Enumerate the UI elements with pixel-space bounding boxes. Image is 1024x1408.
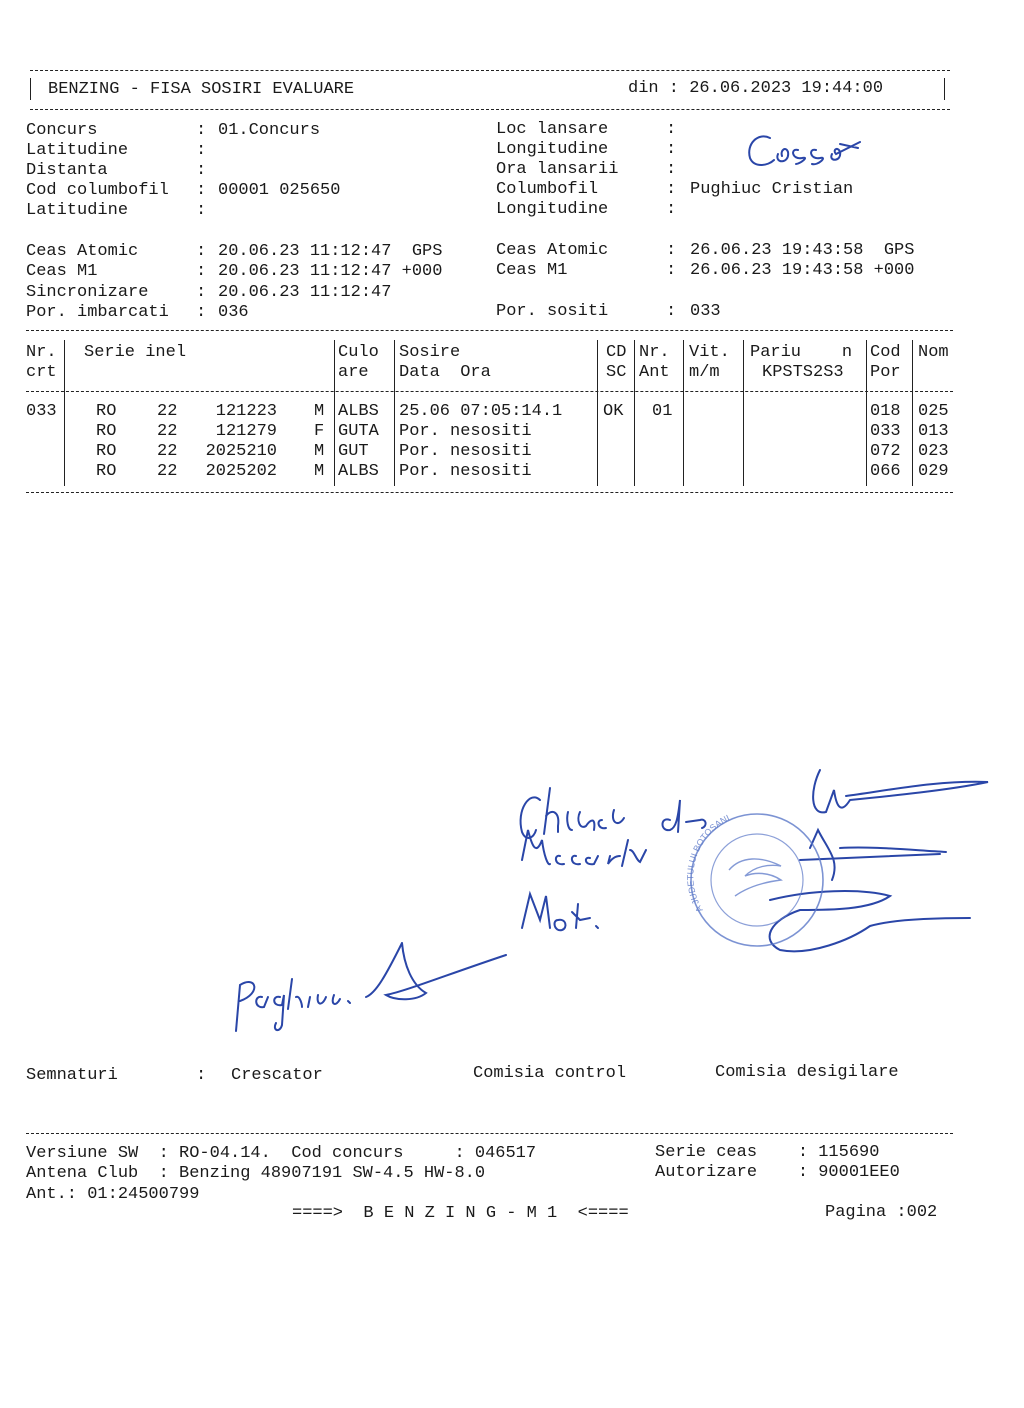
header-nr-crt: crt bbox=[26, 363, 57, 382]
header-pariu: KPSTS2S3 bbox=[762, 363, 844, 382]
arrival-time: 25.06 07:05:14.1 bbox=[399, 402, 563, 421]
info-sep: : bbox=[666, 160, 677, 179]
header-culoare: Culo bbox=[338, 343, 379, 362]
ring-country: RO bbox=[96, 422, 117, 441]
info-label: Longitudine bbox=[496, 200, 609, 219]
signature-top-right bbox=[740, 120, 870, 185]
info-sep: : bbox=[196, 121, 207, 140]
header-cd-sc: CD bbox=[606, 343, 627, 362]
col-divider bbox=[743, 340, 744, 486]
ring-year: 22 bbox=[157, 442, 178, 461]
header-cd-sc: SC bbox=[606, 363, 627, 382]
sign-crescator: Crescator bbox=[231, 1066, 323, 1085]
header-left-bar bbox=[30, 78, 31, 100]
nom: 013 bbox=[918, 422, 949, 441]
clock-value: 20.06.23 11:12:47 GPS bbox=[218, 242, 443, 261]
cod-por: 018 bbox=[870, 402, 901, 421]
clock-label: Ceas Atomic bbox=[26, 242, 139, 261]
info-sep: : bbox=[666, 120, 677, 139]
ring-number: 121223 bbox=[215, 402, 277, 421]
cd-status: OK bbox=[603, 402, 624, 421]
ring-sex: M bbox=[314, 402, 325, 421]
col-divider bbox=[912, 340, 913, 486]
ring-country: RO bbox=[96, 402, 117, 421]
header-sosire: Data Ora bbox=[399, 363, 491, 382]
info-label: Ora lansarii bbox=[496, 160, 619, 179]
cod-por: 033 bbox=[870, 422, 901, 441]
header-nom: Nom bbox=[918, 343, 949, 362]
footer-software-version: Versiune SW : RO-04.14. Cod concurs : 046517 bbox=[26, 1144, 537, 1163]
col-divider bbox=[334, 340, 335, 486]
arrived-value: 033 bbox=[690, 302, 721, 321]
clock-label: Por. imbarcati bbox=[26, 303, 169, 322]
embarked-value: 036 bbox=[218, 303, 249, 322]
report-date: din : 26.06.2023 19:44:00 bbox=[628, 79, 884, 98]
col-divider bbox=[394, 340, 395, 486]
clock-sep: : bbox=[196, 242, 207, 261]
ring-color: GUTA bbox=[338, 422, 379, 441]
header-bottom-rule bbox=[30, 109, 950, 110]
clock-sep: : bbox=[196, 303, 207, 322]
ring-sex: M bbox=[314, 442, 325, 461]
clock-value: 20.06.23 11:12:47 bbox=[218, 283, 392, 302]
fancier-name-value: Pughiuc Cristian bbox=[690, 180, 854, 199]
col-divider bbox=[597, 340, 598, 486]
col-divider bbox=[866, 340, 867, 486]
clock-label: Por. sositi bbox=[496, 302, 609, 321]
ring-year: 22 bbox=[157, 422, 178, 441]
col-divider bbox=[64, 340, 65, 486]
ring-number: 2025202 bbox=[205, 462, 277, 481]
clock-label: Sincronizare bbox=[26, 283, 149, 302]
clock-label: Ceas Atomic bbox=[496, 241, 609, 260]
sign-comisia-desigilare: Comisia desigilare bbox=[715, 1063, 899, 1082]
contest-value: 01.Concurs bbox=[218, 121, 321, 140]
clock-label: Ceas M1 bbox=[26, 262, 98, 281]
ring-color: GUT bbox=[338, 442, 369, 461]
footer-antenna-id: Ant.: 01:24500799 bbox=[26, 1185, 200, 1204]
nom: 023 bbox=[918, 442, 949, 461]
row-crt: 033 bbox=[26, 402, 57, 421]
ring-number: 121279 bbox=[215, 422, 277, 441]
ring-sex: F bbox=[314, 422, 325, 441]
table-bottom-rule bbox=[26, 492, 953, 493]
footer-rule bbox=[26, 1133, 953, 1134]
arrival-time: Por. nesositi bbox=[399, 422, 532, 441]
header-cod-por: Cod bbox=[870, 343, 901, 362]
info-label: Latitudine bbox=[26, 201, 129, 220]
info-sep: : bbox=[196, 181, 207, 200]
header-viteza: m/m bbox=[689, 363, 720, 382]
info-label: Distanta bbox=[26, 161, 108, 180]
ring-color: ALBS bbox=[338, 462, 379, 481]
header-nr-crt: Nr. bbox=[26, 343, 57, 362]
ring-country: RO bbox=[96, 462, 117, 481]
info-label: Loc lansare bbox=[496, 120, 609, 139]
ring-country: RO bbox=[96, 442, 117, 461]
ring-number: 2025210 bbox=[205, 442, 277, 461]
col-divider bbox=[683, 340, 684, 486]
info-sep: : bbox=[666, 140, 677, 159]
signatures-label: Semnaturi bbox=[26, 1066, 118, 1085]
table-top-rule bbox=[26, 330, 953, 331]
clock-value: 20.06.23 11:12:47 +000 bbox=[218, 262, 443, 281]
info-label: Latitudine bbox=[26, 141, 129, 160]
info-label: Cod columbofil bbox=[26, 181, 169, 200]
header-nr-ant: Nr. bbox=[639, 343, 670, 362]
footer-authorization: Autorizare : 90001EE0 bbox=[655, 1163, 900, 1182]
table-header-rule bbox=[26, 391, 953, 392]
header-serie-inel: Serie inel bbox=[84, 343, 187, 362]
clock-label: Ceas M1 bbox=[496, 261, 568, 280]
header-cod-por: Por bbox=[870, 363, 901, 382]
footer-antenna-club: Antena Club : Benzing 48907191 SW-4.5 HW-8.0 bbox=[26, 1164, 486, 1183]
signatures-sep: : bbox=[196, 1066, 207, 1085]
header-nr-ant: Ant bbox=[639, 363, 670, 382]
header-culoare: are bbox=[338, 363, 369, 382]
arrival-time: Por. nesositi bbox=[399, 462, 532, 481]
fancier-code-value: 00001 025650 bbox=[218, 181, 341, 200]
clock-value: 26.06.23 19:43:58 GPS bbox=[690, 241, 915, 260]
svg-text:A JUDETULUI BOTOSANI: A JUDETULUI BOTOSANI bbox=[685, 812, 732, 915]
info-sep: : bbox=[666, 200, 677, 219]
page-number: Pagina :002 bbox=[825, 1203, 938, 1222]
ring-year: 22 bbox=[157, 402, 178, 421]
header-pariu: Pariu n bbox=[750, 343, 853, 362]
info-sep: : bbox=[666, 180, 677, 199]
header-sosire: Sosire bbox=[399, 343, 461, 362]
page-title: BENZING - FISA SOSIRI EVALUARE bbox=[48, 80, 355, 99]
ring-year: 22 bbox=[157, 462, 178, 481]
official-stamp bbox=[685, 800, 835, 965]
nom: 025 bbox=[918, 402, 949, 421]
antenna-nr: 01 bbox=[652, 402, 673, 421]
info-sep: : bbox=[196, 161, 207, 180]
info-sep: : bbox=[196, 201, 207, 220]
sign-comisia-control: Comisia control bbox=[473, 1064, 627, 1083]
col-divider bbox=[634, 340, 635, 486]
header-top-rule bbox=[30, 70, 950, 71]
footer-banner: ====> B E N Z I N G - M 1 <==== bbox=[292, 1204, 629, 1223]
clock-sep: : bbox=[666, 261, 677, 280]
arrival-time: Por. nesositi bbox=[399, 442, 532, 461]
clock-sep: : bbox=[196, 262, 207, 281]
info-sep: : bbox=[196, 141, 207, 160]
ring-color: ALBS bbox=[338, 402, 379, 421]
header-right-bar bbox=[944, 78, 945, 100]
info-label: Columbofil bbox=[496, 180, 599, 199]
clock-value: 26.06.23 19:43:58 +000 bbox=[690, 261, 915, 280]
clock-sep: : bbox=[196, 283, 207, 302]
header-viteza: Vit. bbox=[689, 343, 730, 362]
info-label: Longitudine bbox=[496, 140, 609, 159]
ring-sex: M bbox=[314, 462, 325, 481]
clock-sep: : bbox=[666, 302, 677, 321]
footer-clock-serial: Serie ceas : 115690 bbox=[655, 1143, 880, 1162]
clock-sep: : bbox=[666, 241, 677, 260]
info-label: Concurs bbox=[26, 121, 98, 140]
signature-crescator bbox=[226, 935, 516, 1050]
cod-por: 066 bbox=[870, 462, 901, 481]
nom: 029 bbox=[918, 462, 949, 481]
cod-por: 072 bbox=[870, 442, 901, 461]
